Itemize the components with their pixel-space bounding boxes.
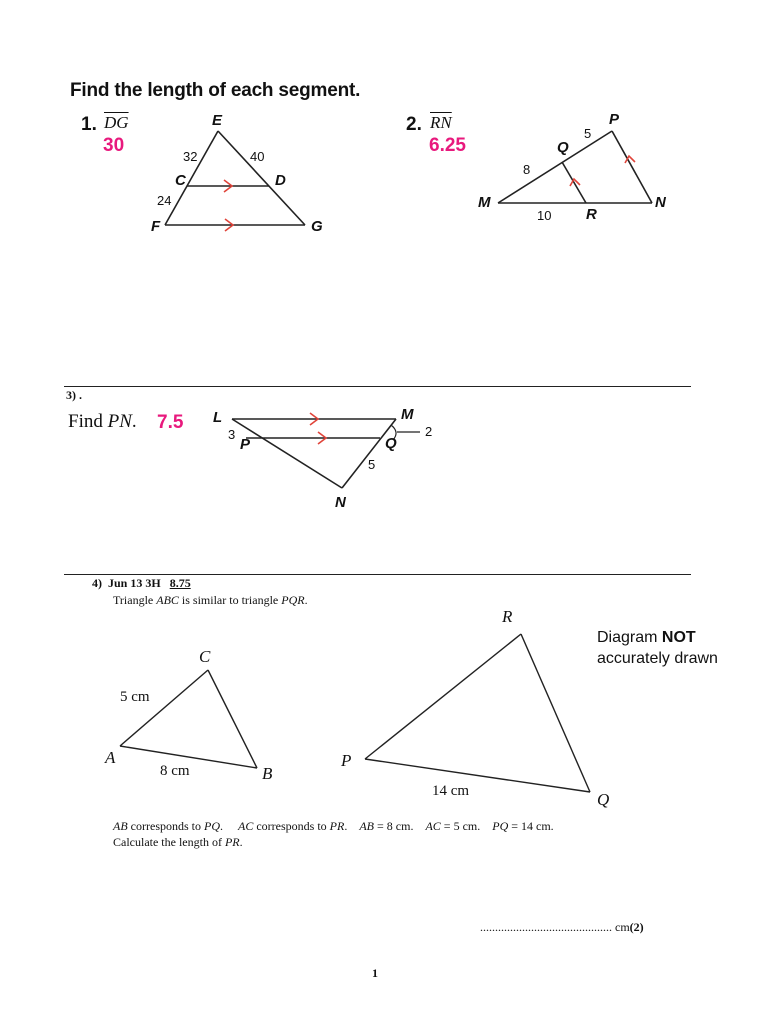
q1-parallel-arrows — [224, 180, 233, 231]
q4-fact2-eq: = 5 cm. — [440, 819, 481, 833]
q3-prompt-var: PN — [107, 411, 132, 432]
q4-answer-line — [480, 920, 644, 935]
q4-number: 4) — [92, 576, 102, 590]
q4-corr2-end: . — [344, 819, 348, 833]
q1-length-cf: 24 — [157, 193, 172, 208]
q1-segment: $\overline{DG}$ — [104, 113, 129, 132]
q3-label-p: P — [240, 436, 251, 453]
q1-label-g: G — [311, 218, 323, 235]
q2-number: 2. — [406, 114, 422, 135]
q2-label-n: N — [655, 194, 666, 211]
q4-intro-pre: Triangle — [113, 593, 157, 607]
q4-intro-post: . — [304, 593, 308, 607]
q3-label-l: L — [213, 409, 223, 426]
q4-facts-line — [113, 819, 554, 834]
page-number: 1 — [372, 966, 378, 980]
q2-label-q: Q — [557, 139, 569, 156]
q4-large-triangle — [365, 634, 590, 792]
q4-label-c: C — [199, 647, 211, 666]
q3-number: 3) . — [66, 388, 82, 402]
q4-corr1-mid: corresponds to — [127, 819, 204, 833]
q4-corr2-mid: corresponds to — [253, 819, 330, 833]
q4-corr2-b: PR — [329, 819, 345, 833]
q3-label-m: M — [401, 406, 414, 423]
q4-label-r: R — [502, 607, 513, 626]
q4-note-line1 — [597, 629, 696, 647]
q4-label-a: A — [105, 748, 116, 767]
q4-fact3-eq: = 14 cm. — [508, 819, 554, 833]
q4-corr2-a: AC — [238, 819, 254, 833]
q2-length-mr: 10 — [537, 208, 552, 223]
q4-length-ab: 8 cm — [160, 763, 190, 779]
q4-label-b: B — [262, 764, 273, 783]
q2-parallel-arrows — [570, 156, 635, 186]
q4-fact3-v: PQ — [492, 819, 509, 833]
q4-answer-unit: cm — [615, 920, 630, 934]
q3-length-mq: 2 — [425, 424, 433, 439]
q3-prompt — [68, 411, 137, 433]
q3-prompt-suffix: . — [131, 411, 137, 432]
q4-answer-dots: ............................................ — [480, 920, 612, 934]
divider-1 — [64, 386, 691, 387]
q4-length-ac: 5 cm — [120, 689, 150, 705]
q3-triangle — [232, 419, 396, 488]
q1-length-ed: 40 — [250, 149, 265, 164]
q4-corr1-b: PQ — [204, 819, 220, 833]
q4-source: Jun 13 3H — [108, 576, 161, 590]
q4-small-triangle — [120, 670, 257, 768]
q4-calc-post: . — [239, 835, 243, 849]
q2-label-p: P — [609, 111, 620, 128]
q3-length-qn: 5 — [368, 457, 376, 472]
q2-length-qp: 5 — [584, 126, 592, 141]
divider-2 — [64, 574, 691, 575]
q2-label-r: R — [586, 206, 597, 223]
q4-note-line2: accurately drawn — [597, 650, 718, 667]
q2-label-m: M — [478, 194, 491, 211]
q4-fact1-eq: = 8 cm. — [374, 819, 414, 833]
q1-label-c: C — [175, 172, 186, 189]
q4-fact2-v: AC — [425, 819, 441, 833]
q2-length-mq: 8 — [523, 162, 531, 177]
q1-answer: 30 — [103, 135, 125, 156]
q4-label-p: P — [341, 751, 352, 770]
q1-label-e: E — [212, 112, 223, 129]
q4-intro-t1: ABC — [156, 593, 179, 607]
q4-corr1-a: AB — [113, 819, 128, 833]
q3-parallel-arrows — [310, 413, 326, 444]
q4-calc — [113, 835, 243, 850]
q2-triangle — [498, 131, 652, 203]
q4-fact1-v: AB — [359, 819, 375, 833]
q4-intro-t2: PQR — [281, 593, 305, 607]
q4-label-q: Q — [597, 790, 610, 809]
q4-length-pq: 14 cm — [432, 783, 470, 799]
q1-length-ec: 32 — [183, 149, 198, 164]
q3-length-lp: 3 — [228, 427, 236, 442]
q1-number: 1. — [81, 114, 97, 135]
q4-intro-mid: is similar to triangle — [178, 593, 282, 607]
q4-marks: (2) — [629, 920, 644, 934]
q3-label-n: N — [335, 494, 346, 511]
q4-header — [92, 576, 191, 591]
q4-calc-var: PR — [224, 835, 240, 849]
q4-corr1-end: . — [220, 819, 223, 833]
q3-answer: 7.5 — [157, 412, 184, 433]
q2-segment: $\overline{RN}$ — [430, 113, 452, 132]
q4-calc-pre: Calculate the length of — [113, 835, 225, 849]
q4-note-not: NOT — [661, 629, 696, 646]
q1-label-d: D — [275, 172, 286, 189]
q2-answer: 6.25 — [429, 135, 466, 156]
q3-label-q: Q — [385, 435, 397, 452]
q4-note-line1-a: Diagram — [597, 629, 662, 646]
q4-intro — [113, 593, 308, 608]
q4-answer: 8.75 — [169, 576, 191, 590]
q3-prompt-prefix: Find — [68, 411, 108, 432]
q1-label-f: F — [151, 218, 161, 235]
page-heading: Find the length of each segment. — [70, 80, 361, 101]
